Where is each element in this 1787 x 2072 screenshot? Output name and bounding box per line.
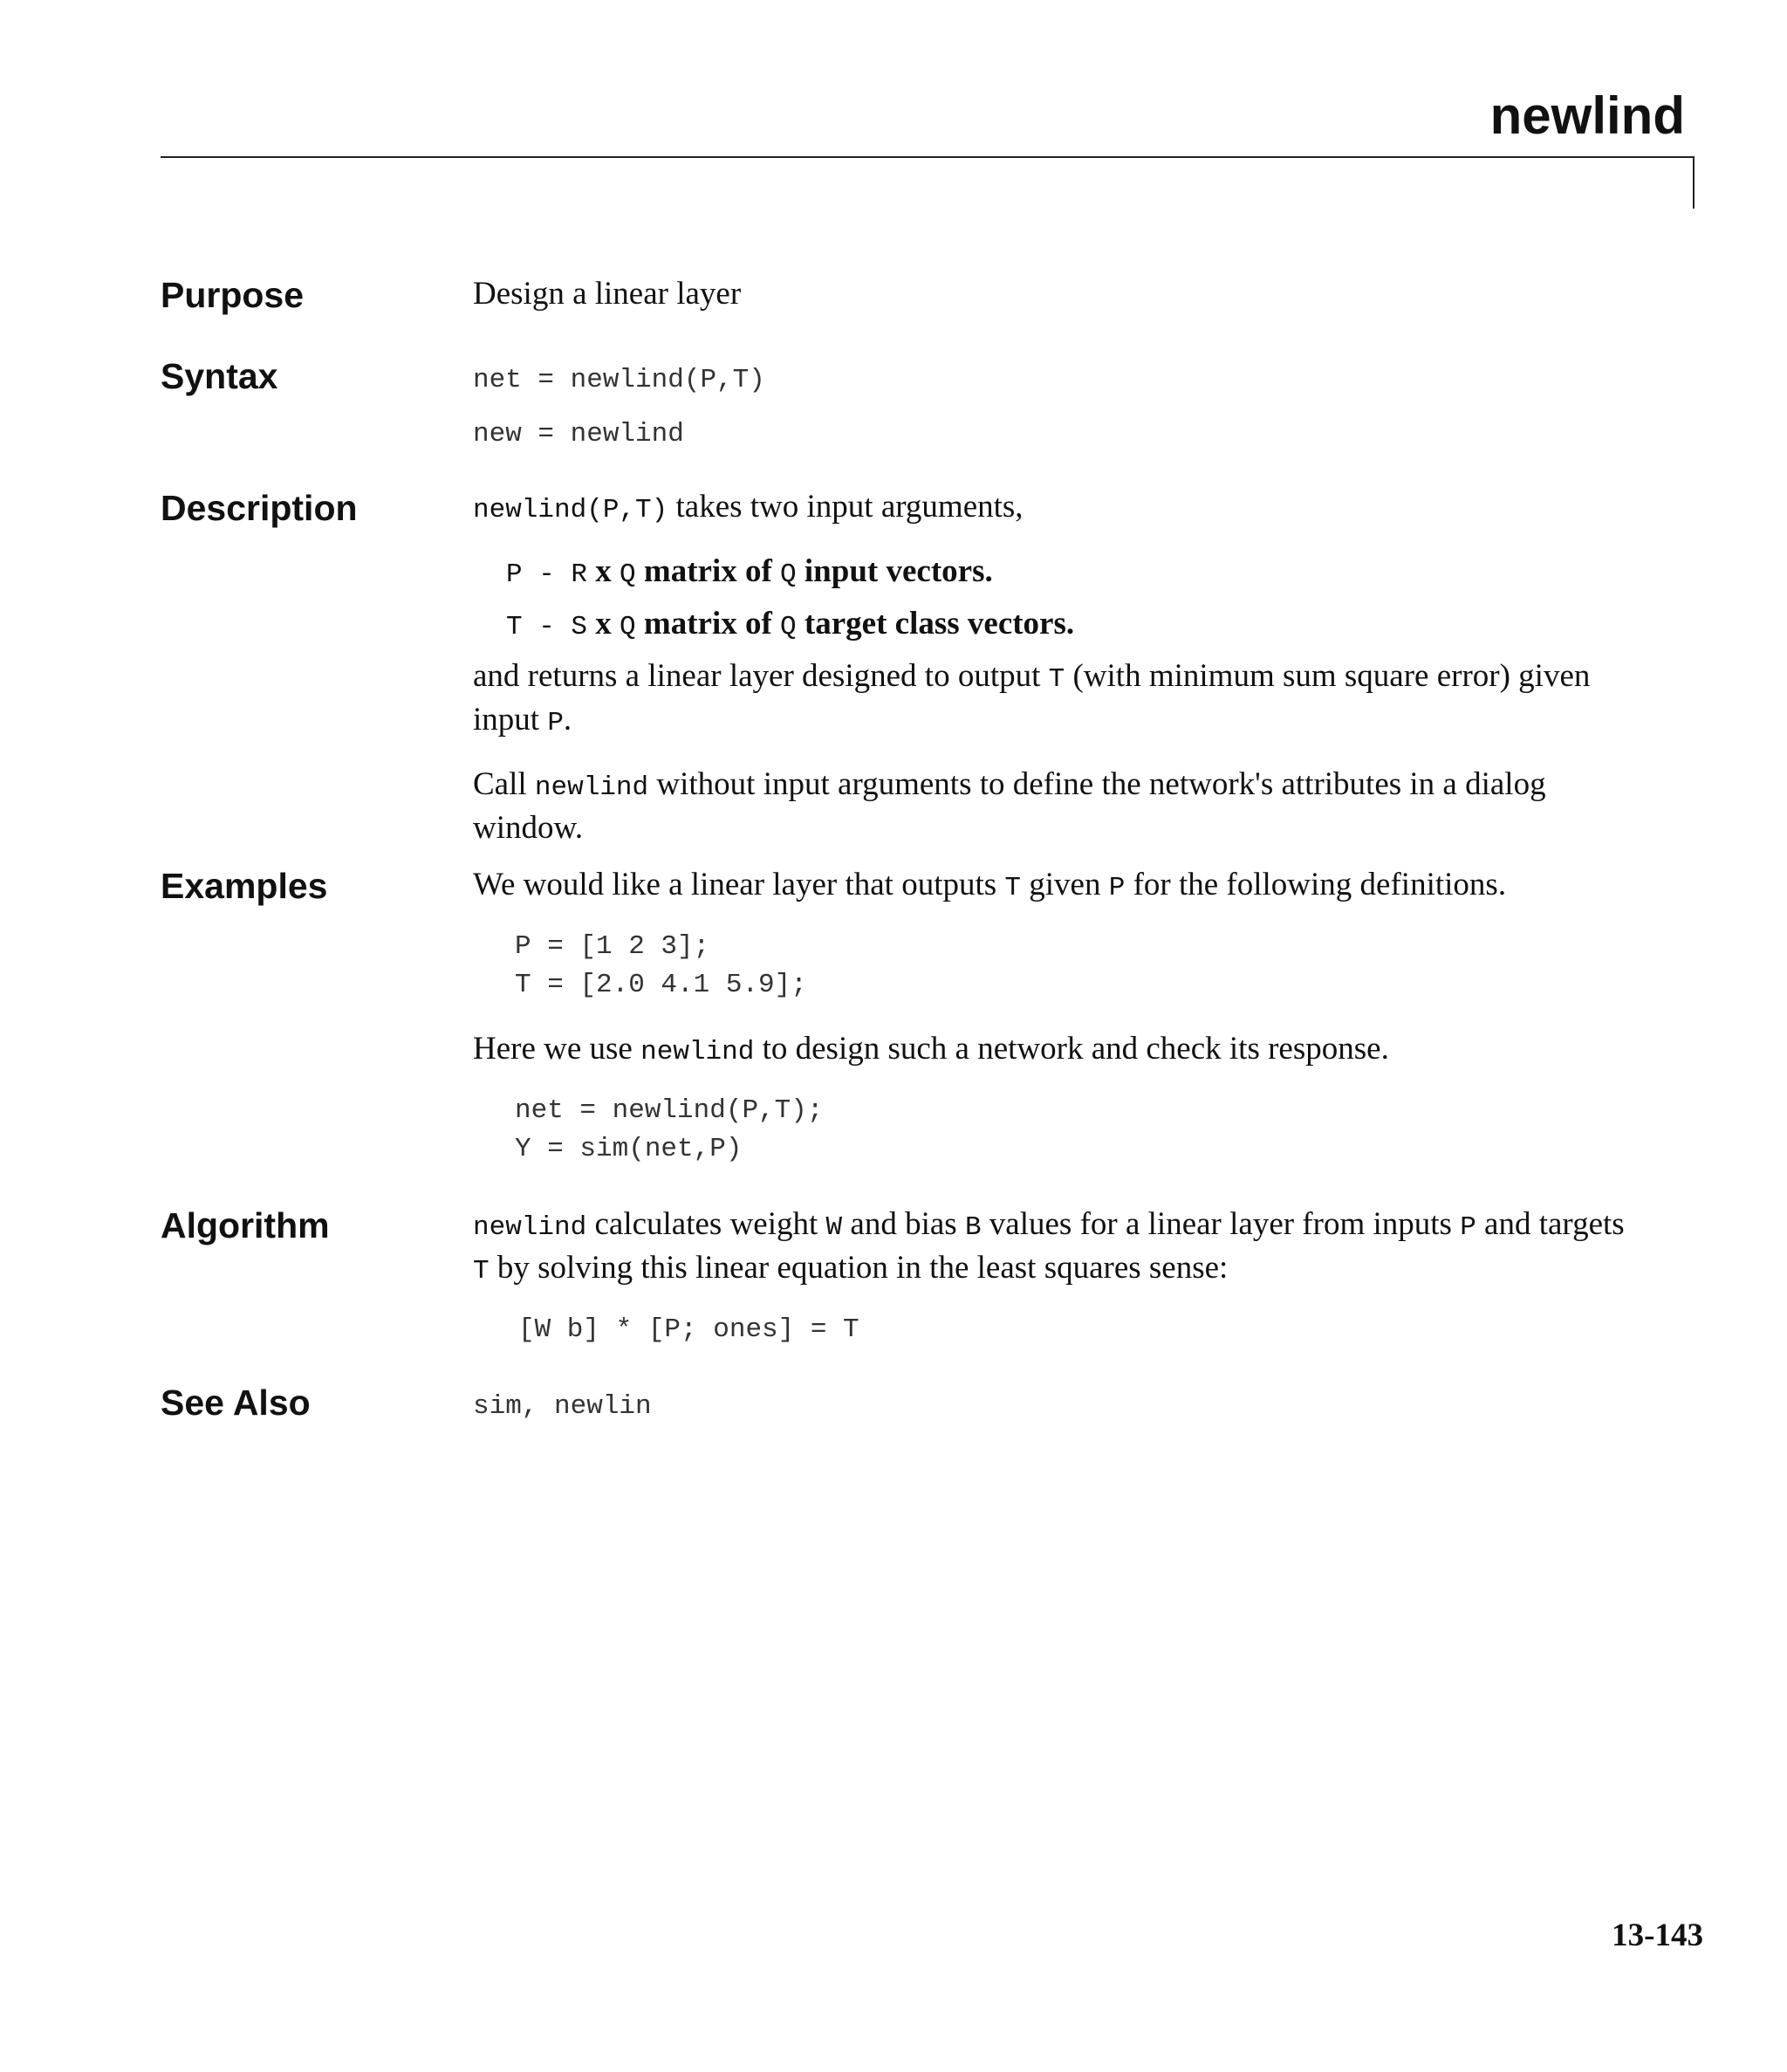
description-returns: and returns a linear layer designed to output T (with minimum sum square error) given input P.	[473, 658, 1591, 738]
arg-t: T - S x Q matrix of Q target class vectors.	[506, 606, 1075, 642]
code-block	[473, 1311, 1625, 1349]
see-also-links: sim, newlin	[473, 1391, 652, 1422]
code-line: P = [1 2 3];	[515, 931, 710, 962]
description-label: Description	[161, 488, 358, 528]
code-token: newlind(P,T)	[473, 495, 668, 525]
code-block	[473, 928, 1642, 1005]
page-title: newlind	[1489, 86, 1685, 145]
code-line: Y = sim(net,P)	[515, 1134, 743, 1164]
see-also-section	[473, 1388, 652, 1426]
see-also-label: See Also	[161, 1382, 311, 1423]
description-call: Call newlind without input arguments to define the network's attributes in a dialog window.	[473, 766, 1546, 846]
examples-section	[473, 865, 1642, 1169]
purpose-label: Purpose	[161, 275, 305, 315]
purpose-section	[473, 274, 741, 314]
syntax-section	[473, 361, 765, 454]
header-rule-tick	[1693, 156, 1695, 209]
arg-p: P - R x Q matrix of Q input vectors.	[506, 553, 993, 590]
description-intro: newlind(P,T) takes two input arguments,	[473, 489, 1024, 525]
header-rule	[161, 156, 1695, 158]
algorithm-label: Algorithm	[161, 1205, 330, 1245]
code-block	[473, 1092, 1642, 1169]
code-line: T = [2.0 4.1 5.9];	[515, 970, 807, 1000]
examples-label: Examples	[161, 866, 328, 906]
syntax-line: new = newlind	[473, 419, 684, 449]
algorithm-paragraph: newlind calculates weight W and bias B values for a linear layer from inputs P and targets T by solving this linear equation in the least squares sense:	[473, 1206, 1625, 1286]
syntax-label: Syntax	[161, 356, 278, 396]
syntax-line: net = newlind(P,T)	[473, 365, 765, 395]
examples-paragraph: We would like a linear layer that outputs T given P for the following definitions.	[473, 867, 1507, 903]
page-number: 13-143	[1612, 1918, 1703, 1953]
purpose-text: Design a linear layer	[473, 276, 742, 312]
examples-paragraph: Here we use newlind to design such a network and check its response.	[473, 1031, 1389, 1067]
equation: [W b] * [P; ones] = T	[518, 1314, 859, 1345]
code-line: net = newlind(P,T);	[515, 1095, 824, 1126]
algorithm-section	[473, 1204, 1625, 1349]
description-section	[473, 487, 1633, 848]
